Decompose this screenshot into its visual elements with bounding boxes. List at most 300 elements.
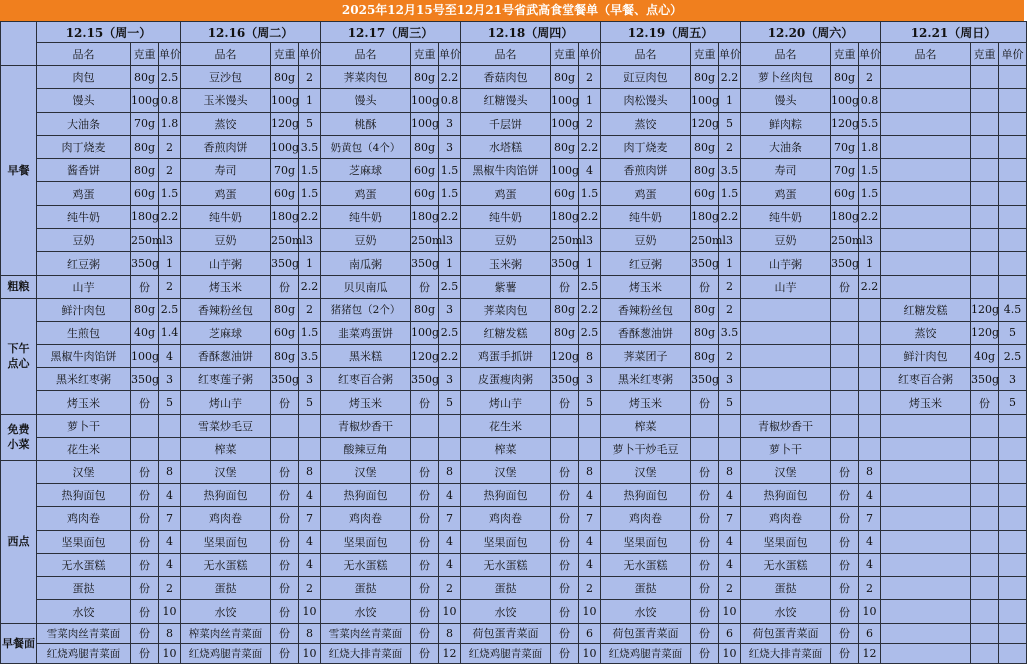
item-name (881, 483, 971, 506)
item-weight (971, 229, 999, 252)
item-price: 10 (299, 643, 321, 663)
item-name: 蒸饺 (601, 112, 691, 135)
item-price: 2 (299, 577, 321, 600)
item-name: 蛋挞 (181, 577, 271, 600)
item-price: 10 (159, 643, 181, 663)
item-weight (831, 345, 859, 368)
item-price: 2 (719, 298, 741, 321)
item-price: 2.5 (159, 66, 181, 89)
item-name: 红烧大排青菜面 (321, 643, 411, 663)
menu-row (1, 507, 1027, 530)
item-weight: 份 (411, 553, 439, 576)
item-weight (971, 135, 999, 158)
item-weight: 份 (831, 643, 859, 663)
menu-row (1, 66, 1027, 89)
item-price: 10 (719, 643, 741, 663)
item-weight: 份 (691, 643, 719, 663)
item-price: 4 (579, 159, 601, 182)
item-price (999, 414, 1027, 437)
item-weight: 份 (551, 391, 579, 414)
item-weight (971, 600, 999, 623)
item-price: 2 (159, 275, 181, 298)
item-price (999, 89, 1027, 112)
item-name: 烤山芋 (181, 391, 271, 414)
item-weight: 250ml (551, 229, 579, 252)
item-price (999, 229, 1027, 252)
item-weight: 350g (411, 252, 439, 275)
item-name: 黑椒牛肉馅饼 (37, 345, 131, 368)
item-weight: 份 (271, 643, 299, 663)
item-name: 榨菜 (461, 437, 551, 460)
item-weight: 80g (691, 66, 719, 89)
item-name: 红枣百合粥 (321, 368, 411, 391)
item-name (881, 229, 971, 252)
item-price (999, 182, 1027, 205)
item-price: 4 (159, 553, 181, 576)
item-name: 寿司 (741, 159, 831, 182)
item-name: 酸辣豆角 (321, 437, 411, 460)
item-price: 1 (719, 252, 741, 275)
item-weight: 60g (271, 182, 299, 205)
item-weight: 80g (831, 66, 859, 89)
item-name: 大油条 (37, 112, 131, 135)
column-header-weight: 克重 (971, 43, 999, 66)
item-weight (971, 112, 999, 135)
column-header-price: 单价 (579, 43, 601, 66)
item-name: 生煎包 (37, 321, 131, 344)
item-weight: 70g (131, 112, 159, 135)
item-weight: 份 (691, 577, 719, 600)
item-weight: 份 (271, 460, 299, 483)
item-name: 蛋挞 (37, 577, 131, 600)
item-price (859, 437, 881, 460)
item-name: 山芋粥 (741, 252, 831, 275)
day-header: 12.20（周六） (741, 22, 881, 43)
item-weight (971, 89, 999, 112)
item-price (859, 345, 881, 368)
item-weight: 份 (691, 460, 719, 483)
menu-row (1, 368, 1027, 391)
item-name (881, 66, 971, 89)
item-price: 5 (159, 391, 181, 414)
item-weight: 250ml (411, 229, 439, 252)
item-price: 1 (299, 89, 321, 112)
item-name: 黑米红枣粥 (601, 368, 691, 391)
item-weight: 80g (691, 345, 719, 368)
item-name: 红烧鸡腿青菜面 (181, 643, 271, 663)
item-name: 水饺 (741, 600, 831, 623)
item-weight: 80g (411, 298, 439, 321)
item-name: 玉米馒头 (181, 89, 271, 112)
item-name: 榨菜 (601, 414, 691, 437)
item-weight: 100g (271, 135, 299, 158)
item-price: 2.5 (439, 321, 461, 344)
item-name: 无水蛋糕 (181, 553, 271, 576)
item-name: 汉堡 (181, 460, 271, 483)
item-name: 青椒炒香干 (321, 414, 411, 437)
item-price (999, 507, 1027, 530)
item-price: 2.5 (439, 275, 461, 298)
item-price: 6 (859, 623, 881, 643)
item-price: 2.5 (579, 275, 601, 298)
item-name: 荷包蛋青菜面 (461, 623, 551, 643)
item-name: 馒头 (741, 89, 831, 112)
item-price (999, 623, 1027, 643)
item-name: 鸡肉卷 (37, 507, 131, 530)
item-weight: 350g (271, 252, 299, 275)
item-weight: 180g (691, 205, 719, 228)
item-weight: 350g (131, 368, 159, 391)
item-name: 鸡蛋 (321, 182, 411, 205)
item-price (999, 553, 1027, 576)
item-name: 水饺 (321, 600, 411, 623)
menu-row (1, 89, 1027, 112)
item-weight: 份 (831, 600, 859, 623)
item-weight: 份 (551, 483, 579, 506)
item-name: 贝贝南瓜 (321, 275, 411, 298)
item-name: 水饺 (461, 600, 551, 623)
item-name (881, 159, 971, 182)
item-name: 豆奶 (601, 229, 691, 252)
item-price: 2.2 (859, 205, 881, 228)
menu-title: 2025年12月15号至12月21号省武高食堂餐单（早餐、点心） (0, 0, 1024, 21)
item-price: 4 (859, 553, 881, 576)
item-name: 大油条 (741, 135, 831, 158)
item-weight: 40g (131, 321, 159, 344)
item-weight (831, 391, 859, 414)
item-weight: 份 (131, 577, 159, 600)
item-weight: 份 (551, 643, 579, 663)
item-weight (971, 182, 999, 205)
item-weight: 份 (831, 530, 859, 553)
item-name: 水饺 (181, 600, 271, 623)
item-price: 4 (859, 530, 881, 553)
item-weight (131, 437, 159, 460)
item-weight (971, 205, 999, 228)
column-header-price: 单价 (159, 43, 181, 66)
item-weight: 份 (131, 643, 159, 663)
item-price (299, 414, 321, 437)
item-weight: 份 (831, 483, 859, 506)
item-name: 无水蛋糕 (37, 553, 131, 576)
item-price: 3 (439, 135, 461, 158)
item-price: 4 (719, 530, 741, 553)
item-name: 烤玉米 (181, 275, 271, 298)
item-price: 5.5 (859, 112, 881, 135)
section-label (1, 298, 37, 414)
column-header-weight: 克重 (131, 43, 159, 66)
section-label: 粗粮 (1, 275, 37, 298)
item-name (881, 553, 971, 576)
item-name: 烤玉米 (601, 391, 691, 414)
item-price: 10 (159, 600, 181, 623)
item-price: 7 (439, 507, 461, 530)
item-name: 鸡蛋 (181, 182, 271, 205)
item-name: 山芋 (741, 275, 831, 298)
item-name (881, 507, 971, 530)
item-price: 3 (439, 368, 461, 391)
item-weight: 份 (271, 553, 299, 576)
item-weight: 份 (271, 483, 299, 506)
item-name: 坚果面包 (741, 530, 831, 553)
item-price: 4 (299, 483, 321, 506)
item-price: 7 (579, 507, 601, 530)
item-price: 12 (859, 643, 881, 663)
item-weight: 350g (411, 368, 439, 391)
item-price (859, 321, 881, 344)
item-price (999, 135, 1027, 158)
item-weight (551, 437, 579, 460)
item-price: 7 (159, 507, 181, 530)
menu-row (1, 530, 1027, 553)
item-name: 豆奶 (37, 229, 131, 252)
item-price: 1.4 (159, 321, 181, 344)
column-header-price: 单价 (439, 43, 461, 66)
item-weight: 60g (831, 182, 859, 205)
item-name: 鸡肉卷 (741, 507, 831, 530)
item-weight: 40g (971, 345, 999, 368)
item-weight: 80g (691, 298, 719, 321)
column-header-weight: 克重 (831, 43, 859, 66)
item-name: 汉堡 (461, 460, 551, 483)
item-name: 坚果面包 (37, 530, 131, 553)
item-name: 蛋挞 (321, 577, 411, 600)
item-weight: 120g (971, 298, 999, 321)
item-weight: 份 (131, 391, 159, 414)
menu-table (0, 21, 1027, 664)
item-price: 10 (859, 600, 881, 623)
item-name: 汉堡 (741, 460, 831, 483)
item-name: 紫薯 (461, 275, 551, 298)
item-name: 肉松馒头 (601, 89, 691, 112)
menu-row (1, 577, 1027, 600)
item-name (881, 252, 971, 275)
item-name: 热狗面包 (741, 483, 831, 506)
menu-row (1, 437, 1027, 460)
menu-row (1, 321, 1027, 344)
item-name (881, 530, 971, 553)
item-price: 8 (439, 623, 461, 643)
item-name: 坚果面包 (321, 530, 411, 553)
item-price: 1.5 (159, 182, 181, 205)
item-price: 3.5 (719, 321, 741, 344)
item-name: 烤玉米 (37, 391, 131, 414)
section-label: 西点 (1, 460, 37, 623)
item-weight: 80g (551, 66, 579, 89)
item-weight: 250ml (271, 229, 299, 252)
item-name (881, 577, 971, 600)
item-name: 南瓜粥 (321, 252, 411, 275)
item-weight: 份 (691, 600, 719, 623)
item-price: 1.5 (299, 159, 321, 182)
item-price: 8 (299, 623, 321, 643)
item-weight (971, 643, 999, 663)
section-label (1, 414, 37, 460)
item-weight: 350g (551, 368, 579, 391)
item-name: 鸡肉卷 (181, 507, 271, 530)
item-name: 红豆粥 (601, 252, 691, 275)
item-name: 汉堡 (601, 460, 691, 483)
item-price (719, 414, 741, 437)
item-weight: 份 (831, 623, 859, 643)
section-label-text: 下午点心 (7, 342, 30, 371)
item-weight: 份 (411, 391, 439, 414)
item-price: 2 (859, 66, 881, 89)
item-weight: 份 (691, 507, 719, 530)
item-name: 荷包蛋青菜面 (601, 623, 691, 643)
item-weight: 60g (411, 159, 439, 182)
item-weight (691, 414, 719, 437)
item-price (579, 414, 601, 437)
item-price: 2 (159, 577, 181, 600)
item-weight: 份 (271, 623, 299, 643)
item-price: 2.2 (579, 205, 601, 228)
item-weight: 份 (271, 391, 299, 414)
item-weight (971, 623, 999, 643)
item-name (741, 391, 831, 414)
item-price: 1.5 (719, 182, 741, 205)
item-name: 纯牛奶 (601, 205, 691, 228)
item-price: 8 (579, 345, 601, 368)
item-price (999, 483, 1027, 506)
item-weight (971, 553, 999, 576)
column-header-price: 单价 (859, 43, 881, 66)
item-name: 豆奶 (321, 229, 411, 252)
item-price: 2.2 (299, 205, 321, 228)
item-name: 花生米 (37, 437, 131, 460)
item-price (299, 437, 321, 460)
item-name: 无水蛋糕 (321, 553, 411, 576)
item-name: 黑米糕 (321, 345, 411, 368)
column-header-name: 品名 (181, 43, 271, 66)
menu-row (1, 600, 1027, 623)
item-name: 馒头 (321, 89, 411, 112)
item-name: 猪猪包（2个） (321, 298, 411, 321)
item-price (719, 437, 741, 460)
section-label: 早餐面 (1, 623, 37, 663)
item-price: 2 (159, 159, 181, 182)
item-name (881, 623, 971, 643)
item-name: 蛋挞 (461, 577, 551, 600)
item-name: 鲜汁肉包 (881, 345, 971, 368)
item-price: 4 (579, 530, 601, 553)
item-name: 纯牛奶 (181, 205, 271, 228)
item-weight: 份 (271, 577, 299, 600)
item-price: 3 (439, 298, 461, 321)
menu-row (1, 159, 1027, 182)
item-name (741, 345, 831, 368)
item-name: 无水蛋糕 (601, 553, 691, 576)
item-price: 0.8 (859, 89, 881, 112)
item-name (881, 600, 971, 623)
item-weight: 350g (551, 252, 579, 275)
item-weight: 120g (551, 345, 579, 368)
item-price: 1 (859, 252, 881, 275)
item-name: 鸡蛋 (461, 182, 551, 205)
item-name: 蛋挞 (601, 577, 691, 600)
item-name: 坚果面包 (181, 530, 271, 553)
item-weight: 份 (411, 577, 439, 600)
item-weight: 份 (691, 391, 719, 414)
item-price: 2 (579, 577, 601, 600)
menu-row (1, 275, 1027, 298)
item-name: 热狗面包 (601, 483, 691, 506)
item-name: 香酥葱油饼 (181, 345, 271, 368)
item-price: 5 (999, 391, 1027, 414)
item-name: 水饺 (601, 600, 691, 623)
item-price: 3 (299, 229, 321, 252)
item-name: 热狗面包 (321, 483, 411, 506)
item-weight: 100g (551, 112, 579, 135)
item-weight: 80g (551, 321, 579, 344)
item-name: 芝麻球 (321, 159, 411, 182)
item-weight: 120g (271, 112, 299, 135)
item-weight (971, 66, 999, 89)
item-price: 6 (579, 623, 601, 643)
item-weight (831, 437, 859, 460)
item-price: 2.2 (859, 275, 881, 298)
item-price: 5 (299, 112, 321, 135)
item-price: 3.5 (719, 159, 741, 182)
item-price: 10 (299, 600, 321, 623)
item-price (579, 437, 601, 460)
item-weight: 180g (411, 205, 439, 228)
item-price: 2.5 (999, 345, 1027, 368)
item-name: 肉包 (37, 66, 131, 89)
item-price: 2.2 (299, 275, 321, 298)
column-header-row (1, 43, 1027, 66)
item-weight: 120g (971, 321, 999, 344)
item-price: 12 (439, 643, 461, 663)
item-weight: 350g (691, 252, 719, 275)
item-name: 萝卜丝肉包 (741, 66, 831, 89)
day-header: 12.17（周三） (321, 22, 461, 43)
item-name: 热狗面包 (37, 483, 131, 506)
item-price: 5 (719, 391, 741, 414)
item-name: 鸡肉卷 (601, 507, 691, 530)
item-weight: 份 (551, 530, 579, 553)
item-weight: 100g (551, 89, 579, 112)
item-price (999, 159, 1027, 182)
item-name: 花生米 (461, 414, 551, 437)
item-price (859, 391, 881, 414)
item-name: 红枣莲子粥 (181, 368, 271, 391)
item-name: 热狗面包 (461, 483, 551, 506)
item-weight (971, 437, 999, 460)
item-name: 红糖馒头 (461, 89, 551, 112)
item-weight: 份 (411, 643, 439, 663)
item-weight: 份 (551, 460, 579, 483)
item-price: 2.2 (439, 345, 461, 368)
item-price: 3 (159, 229, 181, 252)
item-weight: 份 (131, 600, 159, 623)
item-weight: 80g (271, 345, 299, 368)
item-weight: 100g (831, 89, 859, 112)
item-name: 鸡肉卷 (321, 507, 411, 530)
item-name (741, 321, 831, 344)
column-header-price: 单价 (999, 43, 1027, 66)
item-name: 桃酥 (321, 112, 411, 135)
item-weight: 份 (271, 600, 299, 623)
item-name: 萝卜干 (741, 437, 831, 460)
corner-cell (1, 22, 37, 66)
item-name: 鲜汁肉包 (37, 298, 131, 321)
item-price: 7 (719, 507, 741, 530)
item-name: 香煎肉饼 (181, 135, 271, 158)
item-weight: 100g (131, 89, 159, 112)
item-price: 3 (719, 229, 741, 252)
column-header-name: 品名 (741, 43, 831, 66)
